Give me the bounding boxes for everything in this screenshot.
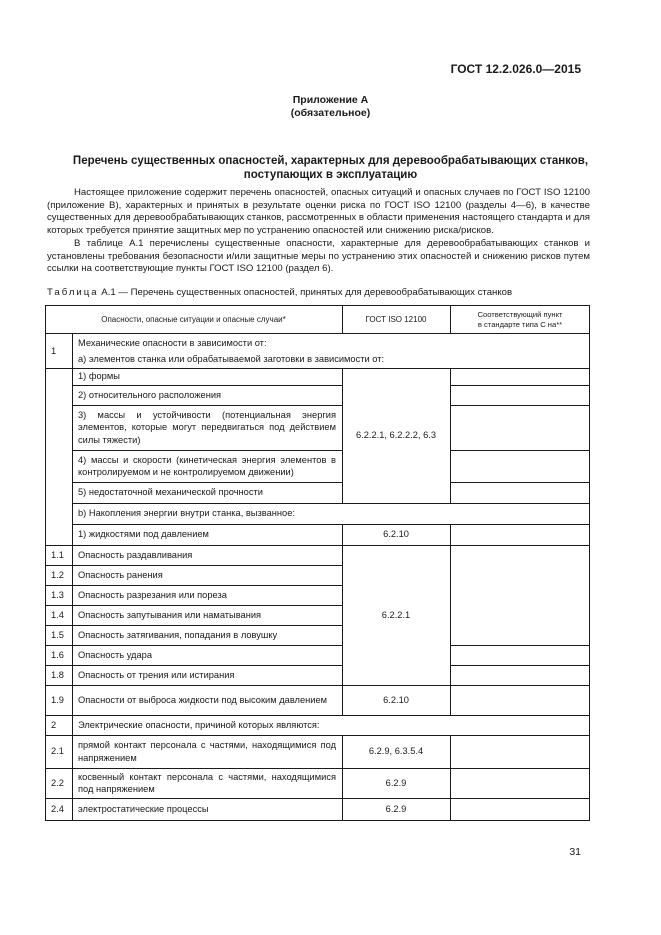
row-num: 2.1 bbox=[51, 746, 64, 757]
row-num: 1.6 bbox=[51, 649, 64, 660]
table-border bbox=[450, 450, 590, 451]
standard-number: ГОСТ 12.2.026.0—2015 bbox=[450, 62, 581, 76]
row-text: электростатические процессы bbox=[78, 803, 209, 814]
gost-ref: 6.2.9 bbox=[385, 777, 407, 788]
row-text: Опасность разрезания или пореза bbox=[78, 589, 227, 600]
section-title-line1: Перечень существенных опасностей, характерных для деревообрабатывающих станков, bbox=[72, 155, 589, 167]
header-gost: ГОСТ ISO 12100 bbox=[365, 315, 427, 324]
row-num: 1.8 bbox=[51, 669, 64, 680]
row-num: 2.2 bbox=[51, 777, 64, 788]
table-border bbox=[450, 645, 590, 646]
row-text: 5) недостаточной механической прочности bbox=[78, 487, 263, 498]
row-text: Опасность запутывания или наматывания bbox=[78, 609, 262, 620]
row-num: 1.2 bbox=[51, 569, 64, 580]
row-num: 1.9 bbox=[51, 694, 64, 705]
row-text: Опасность от трения или истирания bbox=[78, 669, 235, 680]
gost-ref: 6.2.9 bbox=[385, 803, 407, 814]
table-border bbox=[589, 305, 590, 821]
row-num: 2 bbox=[51, 719, 57, 730]
row-text: b) Накопления энергии внутри станка, вызванное: bbox=[78, 508, 295, 519]
row-text: Опасность раздавливания bbox=[78, 549, 193, 560]
annex-status: (обязательное) bbox=[290, 107, 371, 119]
table-border bbox=[450, 405, 590, 406]
table-border bbox=[450, 524, 451, 545]
row-num: 1.1 bbox=[51, 549, 64, 560]
table-border bbox=[450, 482, 590, 483]
gost-ref: 6.2.9, 6.3.5.4 bbox=[368, 746, 424, 757]
row-text: Механические опасности в зависимости от: а) элементов станка или обрабатываемой заготовки в зависимости от: bbox=[78, 338, 385, 364]
row-text: 1) формы bbox=[78, 371, 120, 382]
row-text: косвенный контакт персонала с частями, находящимися под напряжением bbox=[78, 771, 336, 794]
gost-ref: 6.2.10 bbox=[383, 694, 409, 705]
table-border bbox=[450, 735, 451, 821]
row-text: прямой контакт персонала с частями, находящимися под напряжением bbox=[78, 740, 336, 763]
row-num: 2.4 bbox=[51, 803, 64, 814]
row-text: Опасности от выброса жидкости под высоким давлением bbox=[78, 694, 328, 705]
paragraph-intro: Настоящее приложение содержит перечень опасностей, опасных ситуаций и опасных случаев по ГОСТ ISO 12100 (приложение В), характерных и принятых в результате оценки риска по ГОСТ ISO 12100 (разделы 4—6), в качестве существенных для деревообрабатывающих станков, рассмотренных в области применения настоящего стандарта и для которых требуется принятие защитных мер по устранению опасностей или снижению риска/рисков. bbox=[47, 187, 590, 236]
row-text: Электрические опасности, причиной которых являются: bbox=[78, 719, 320, 730]
annex-heading bbox=[0, 94, 661, 120]
annex-title: Приложение А bbox=[292, 94, 369, 106]
row-num: 1.5 bbox=[51, 629, 64, 640]
table-caption: Таблица А.1 — Перечень существенных опасностей, принятых для деревообрабатывающих станков bbox=[47, 287, 513, 298]
paragraph-table-ref: В таблице А.1 перечислены существенные опасности, характерные для деревообрабатывающих станков и установлены требования безопасности и/или защитные меры по устранению этих опасностей и снижению рисков путем ссылки на соответствующие пункты ГОСТ ISO 12100 (раздел 6). bbox=[47, 238, 590, 275]
row-text: 1) жидкостями под давлением bbox=[78, 529, 209, 540]
gost-ref-merged: 6.2.2.1 bbox=[381, 609, 411, 620]
row-num: 1.4 bbox=[51, 609, 64, 620]
table-border bbox=[450, 385, 590, 386]
section-title bbox=[0, 154, 661, 182]
gost-ref-merged: 6.2.2.1, 6.2.2.2, 6.3 bbox=[355, 430, 437, 441]
row-text: 3) массы и устойчивости (потенциальная энергия элементов, которые могут передвигаться под действием силы тяжести) bbox=[78, 410, 336, 445]
row-num: 1.3 bbox=[51, 589, 64, 600]
section-title-line2: поступающих в эксплуатацию bbox=[243, 169, 418, 181]
table-border bbox=[450, 545, 451, 685]
table-border bbox=[45, 820, 590, 821]
gost-ref: 6.2.10 bbox=[383, 529, 409, 540]
row-text: Опасность затягивания, попадания в ловушку bbox=[78, 629, 278, 640]
row-text: Опасность ранения bbox=[78, 569, 163, 580]
row-text: 2) относительного расположения bbox=[78, 389, 222, 400]
row-text: 4) массы и скорости (кинетическая энергия элементов в контролируемом и не контролируемом движении) bbox=[78, 454, 336, 477]
page-number: 31 bbox=[569, 846, 581, 858]
table-border bbox=[450, 665, 590, 666]
row-text: Опасность удара bbox=[78, 649, 152, 660]
table-border bbox=[450, 685, 451, 715]
row-num: 1 bbox=[51, 345, 57, 356]
header-hazards: Опасности, опасные ситуации и опасные случаи* bbox=[101, 315, 286, 324]
header-type-c: Соответствующий пункт в стандарте типа С на** bbox=[477, 309, 563, 329]
